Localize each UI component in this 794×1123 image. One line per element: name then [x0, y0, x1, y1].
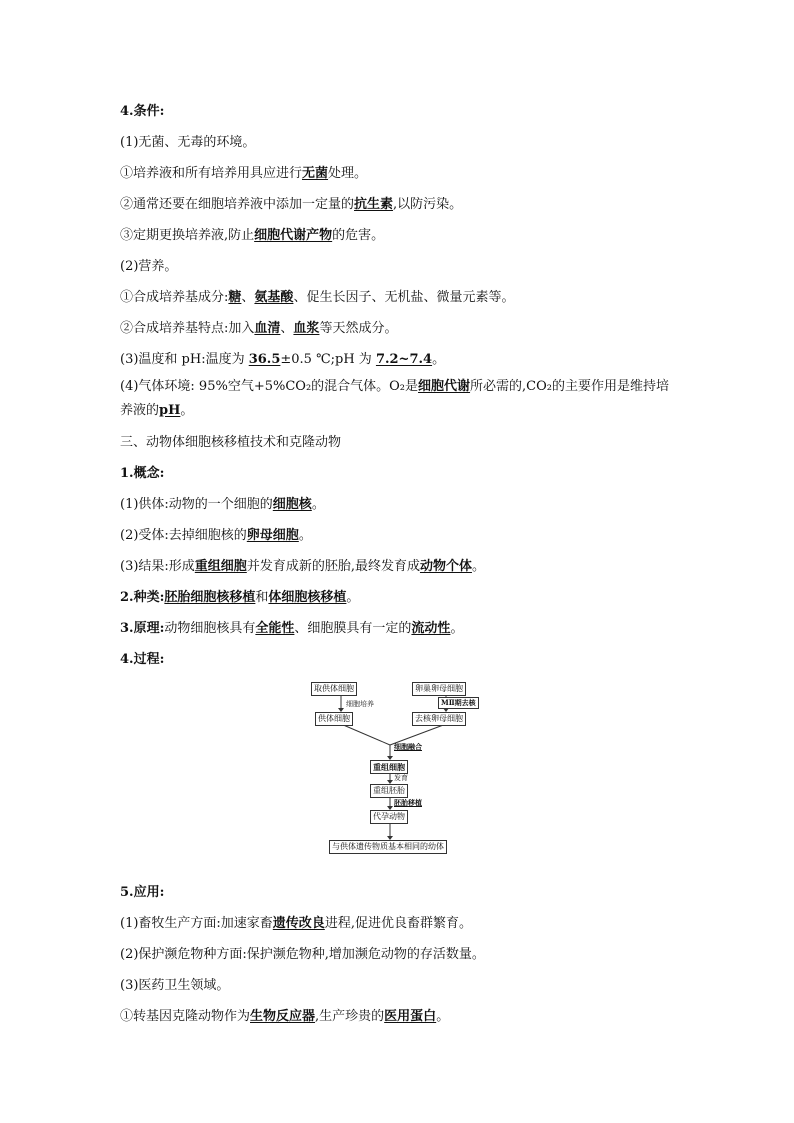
- label-fusion: 细胞融合: [394, 742, 422, 751]
- box-surrogate: 代孕动物: [370, 810, 408, 824]
- answer-blank: 卵母细胞: [246, 528, 299, 543]
- label-culture: 细胞培养: [346, 700, 374, 708]
- process-flowchart: [120, 679, 680, 871]
- types-line: 2.种类:胚胎细胞核移植和体细胞核移植。: [120, 590, 360, 605]
- answer-blank: 无菌: [302, 166, 329, 181]
- condition-2-item-1: ①合成培养基成分:糖、氨基酸、促生长因子、无机盐、微量元素等。: [120, 290, 515, 305]
- answer-blank: pH: [159, 403, 181, 418]
- answer-blank: 氨基酸: [254, 290, 294, 305]
- answer-blank: 36.5: [248, 352, 281, 367]
- answer-blank: 细胞核: [272, 497, 312, 512]
- condition-1: (1)无菌、无毒的环境。: [120, 135, 256, 150]
- answer-blank: 医用蛋白: [384, 1009, 437, 1024]
- application-3-item-1: ①转基因克隆动物作为生物反应器,生产珍贵的医用蛋白。: [120, 1009, 450, 1024]
- application-3: (3)医药卫生领域。: [120, 978, 230, 993]
- answer-blank: 血清: [254, 321, 281, 336]
- condition-2: (2)营养。: [120, 259, 178, 274]
- answer-blank: 糖: [228, 290, 242, 305]
- box-donor-cell: 供体细胞: [315, 712, 353, 726]
- box-recombinant-cell: 重组细胞: [370, 760, 408, 774]
- condition-2-item-2: ②合成培养基特点:加入血清、血浆等天然成分。: [120, 321, 398, 336]
- application-title: 5.应用:: [120, 885, 165, 900]
- label-develop: 发育: [394, 774, 408, 782]
- answer-blank: 体细胞核移植: [268, 590, 347, 605]
- answer-blank: 遗传改良: [272, 916, 325, 931]
- box-offspring: 与供体遗传物质基本相同的幼体: [329, 840, 447, 854]
- label-transfer: 胚胎移植: [394, 798, 422, 807]
- answer-blank: 生物反应器: [250, 1009, 316, 1024]
- principle-line: 3.原理:动物细胞核具有全能性、细胞膜具有一定的流动性。: [120, 621, 464, 636]
- concept-donor: (1)供体:动物的一个细胞的细胞核。: [120, 497, 325, 512]
- answer-blank: 流动性: [411, 621, 451, 636]
- answer-blank: 细胞代谢: [418, 379, 471, 394]
- concept-recipient: (2)受体:去掉细胞核的卵母细胞。: [120, 528, 312, 543]
- box-recombinant-embryo: 重组胚胎: [370, 784, 408, 798]
- condition-1-item-2: ②通常还要在细胞培养液中添加一定量的抗生素,以防污染。: [120, 197, 463, 212]
- answer-blank: 全能性: [255, 621, 295, 636]
- concept-title: 1.概念:: [120, 466, 165, 481]
- process-title: 4.过程:: [120, 652, 165, 667]
- answer-blank: 抗生素: [354, 197, 394, 212]
- answer-blank: 胚胎细胞核移植: [164, 590, 256, 605]
- application-1: (1)畜牧生产方面:加速家畜遗传改良进程,促进优良畜群繁育。: [120, 916, 472, 931]
- answer-blank: 细胞代谢产物: [254, 228, 333, 243]
- answer-blank: 重组细胞: [194, 559, 247, 574]
- answer-blank: 7.2~7.4: [375, 352, 433, 367]
- answer-blank: 血浆: [293, 321, 320, 336]
- box-donor: 取供体细胞: [311, 682, 357, 696]
- application-2: (2)保护濒危物种方面:保护濒危物种,增加濒危动物的存活数量。: [120, 947, 485, 962]
- document-page: [120, 96, 680, 1032]
- condition-1-item-1: ①培养液和所有培养用具应进行无菌处理。: [120, 166, 368, 181]
- box-m2-enucleation: MⅡ期去核: [438, 697, 479, 709]
- condition-4: (4)气体环境: 95%空气+5%CO₂的混合气体。O₂是细胞代谢所必需的,CO₂的主要作用是维持培养液的pH。: [120, 379, 669, 418]
- section-3-heading: 三、动物体细胞核移植技术和克隆动物: [120, 435, 342, 450]
- box-ovary: 卵巢卵母细胞: [412, 682, 466, 696]
- answer-blank: 动物个体: [419, 559, 472, 574]
- section-4-title: 4.条件:: [120, 104, 165, 119]
- condition-1-item-3: ③定期更换培养液,防止细胞代谢产物的危害。: [120, 228, 385, 243]
- concept-result: (3)结果:形成重组细胞并发育成新的胚胎,最终发育成动物个体。: [120, 559, 485, 574]
- box-enucleated-oocyte: 去核卵母细胞: [412, 712, 466, 726]
- condition-3: (3)温度和 pH:温度为 36.5±0.5 ℃;pH 为 7.2~7.4。: [120, 352, 446, 367]
